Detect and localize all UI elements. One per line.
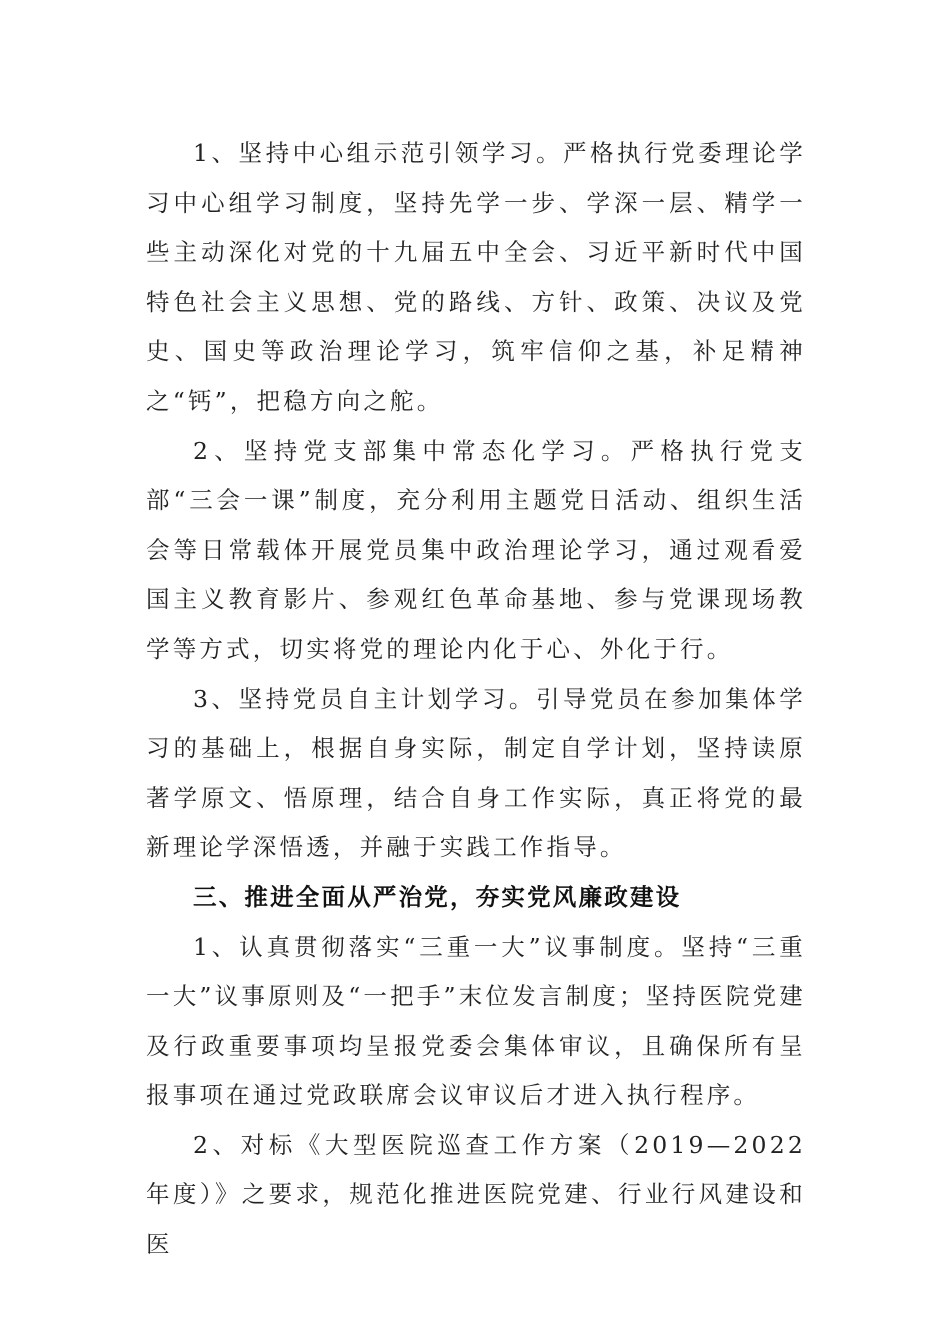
paragraph-study-self-plan: 3、坚持党员自主计划学习。引导党员在参加集体学习的基础上，根据自身实际，制定自学计划，坚持读原著学原文、悟原理，结合自身工作实际，真正将党的最新理论学深悟透，并融于实践工作指导。 [146,684,806,862]
section-heading: 三、推进全面从严治党，夯实党风廉政建设 [193,882,682,911]
paragraph-study-party-branch: 2、坚持党支部集中常态化学习。严格执行党支部“三会一课”制度，充分利用主题党日活动、组织生活会等日常载体开展党员集中政治理论学习，通过观看爱国主义教育影片、参观红色革命基地、参与党课现场教学等方式，切实将党的理论内化于心、外化于行。 [146,436,806,663]
document-body [146,129,806,1270]
paragraph-decision-system: 1、认真贯彻落实“三重一大”议事制度。坚持“三重一大”议事原则及“一把手”末位发言制度；坚持医院党建及行政重要事项均呈报党委会集体审议，且确保所有呈报事项在通过党政联席会议审议后才进入执行程序。 [146,932,806,1110]
paragraph-study-central-group: 1、坚持中心组示范引领学习。严格执行党委理论学习中心组学习制度，坚持先学一步、学深一层、精学一些主动深化对党的十九届五中全会、习近平新时代中国特色社会主义思想、党的路线、方针、政策、决议及党史、国史等政治理论学习，筑牢信仰之基，补足精神之“钙”，把稳方向之舵。 [146,139,806,415]
paragraph-hospital-inspection: 2、对标《大型医院巡查工作方案（2019—2022年度）》之要求，规范化推进医院党建、行业行风建设和医 [146,1130,806,1259]
